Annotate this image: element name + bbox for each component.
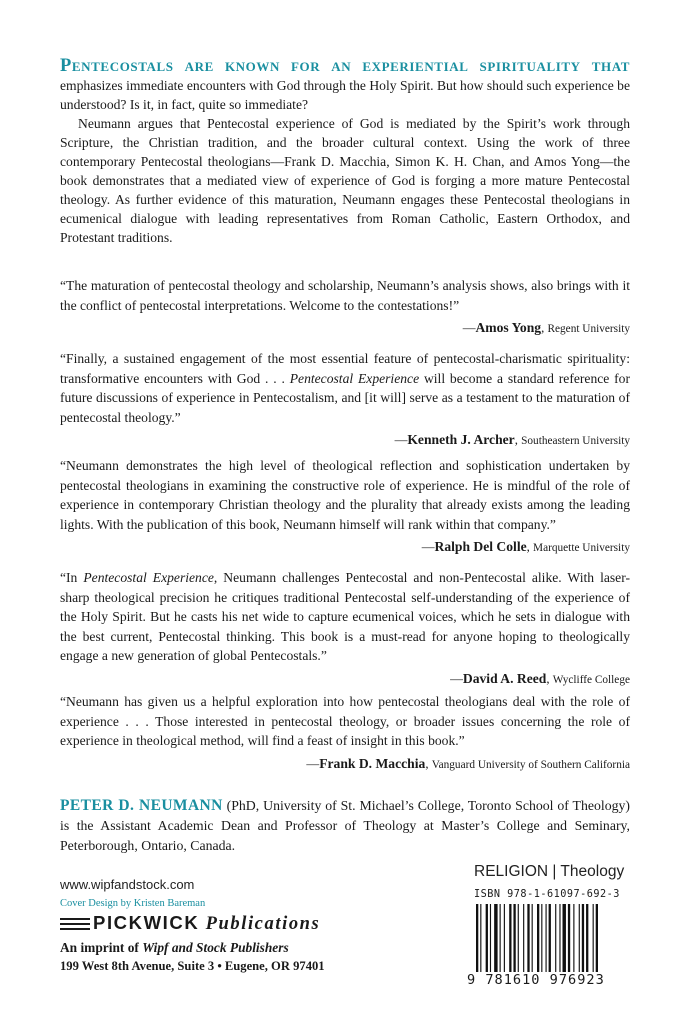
endorsement-quote: “Neumann has given us a helpful exploration into how pentecostal theologians deal with the role of experience . . . Those interested in pentecostal theology, or broader issues concerning the role of experience in theological method, will find a feast of insight in this book.” (60, 694, 630, 748)
imprint-publisher: Wipf and Stock Publishers (142, 940, 289, 955)
publisher-name (93, 912, 320, 935)
dash: — (421, 540, 435, 554)
endorser-name: Amos Yong (475, 320, 542, 335)
quote-part: “In (60, 570, 84, 585)
quote-part: , Neumann challenges Pentecostal and non-Pentecostal alike. With laser-sharp theological precision he critiques traditional Pentecostal self-understanding of the experience of the Holy Spirit. But he casts his net wide to capture ecumenical voices, which he sets in dialogue with the best current, Pentecostal thinking. This book is a must-read for anyone hoping to theologically engage a new generation of global Pentecostals.” (60, 570, 630, 663)
publisher-name-part: Publications (205, 914, 321, 934)
dash: — (450, 671, 463, 686)
endorser-affiliation: Southeastern University (521, 435, 630, 447)
endorsement-yong (60, 276, 630, 340)
description-text: emphasizes immediate encounters with God through the Holy Spirit. But how should such experience be understood? Is it, in fact, quite so immediate? (60, 78, 630, 112)
endorser-name: David A. Reed (462, 670, 547, 686)
endorsement-macchia (60, 692, 630, 775)
description-paragraph-2: Neumann argues that Pentecostal experience of God is mediated by the Spirit’s work through Scripture, the Christian tradition, and the broader cultural context. Using the work of three contemporary Pentecostal theologians—Frank D. Macchia, Simon K. H. Chan, and Amos Yong—the book demonstrates that a mediated view of experience of God is forging a more mature Pentecostal theology. As further evidence of this maturation, Neumann engages these Pentecostal theologians in ecumenical dialogue with leading representatives from Roman Catholic, Eastern Orthodox, and Protestant traditions. (60, 116, 630, 245)
author-bio (60, 796, 630, 856)
publisher-address: 199 West 8th Avenue, Suite 3 • Eugene, OR 97401 (60, 959, 325, 973)
endorsement-quote: “The maturation of pentecostal theology and scholarship, Neumann’s analysis shows, also brings with it the conflict of pentecostal interpretations. Welcome to the contestations!” (60, 278, 630, 313)
publisher-url[interactable]: www.wipfandstock.com (60, 877, 195, 892)
endorsement-attribution: —David A. Reed, Wycliffe College (450, 670, 630, 686)
author-name: PETER D. NEUMANN (60, 797, 223, 814)
endorsement-attribution: —Frank D. Macchia, Vanguard University of Southern California (306, 755, 630, 771)
endorser-name: Frank D. Macchia (319, 755, 426, 771)
category-label: RELIGION | Theology (474, 863, 625, 880)
book-title: Pentecostal Experience (83, 570, 214, 585)
publisher-imprint (60, 940, 289, 956)
endorser-affiliation: Vanguard University of Southern California (431, 758, 630, 771)
book-title: Pentecostal Experience (289, 370, 420, 386)
endorser-affiliation: Regent University (547, 323, 630, 335)
description-paragraph-1 (60, 57, 630, 114)
author-bio-text: (PhD, University of St. Michael’s College, Toronto School of Theology) is the Assistant Academic Dean and Professor of Theology at Master’s College and Seminary, Peterborough, Ontario, Canada. (60, 798, 630, 853)
endorsement-attribution: —Amos Yong, Regent University (462, 320, 630, 335)
endorser-affiliation: Marquette University (533, 542, 630, 554)
endorsement-attribution: —Ralph Del Colle, Marquette University (421, 539, 630, 554)
dash: — (462, 321, 476, 335)
publisher-logo (60, 912, 320, 935)
endorsement-archer (60, 349, 630, 452)
endorser-affiliation: Wycliffe College (552, 673, 630, 686)
endorsement-quote (60, 568, 630, 666)
endorsement-quote (60, 349, 630, 427)
imprint-text: An imprint of (60, 940, 143, 955)
isbn-digits: 9 781610 976923 (467, 972, 605, 988)
cover-design-credit: Cover Design by Kristen Bareman (60, 898, 206, 909)
endorser-name: Kenneth J. Archer (407, 432, 515, 447)
quote-part: will become a standard reference for future discussions of experience in Pentecostalism, and [it will] serve as a testament to the maturation of pentecostal theology.” (60, 370, 630, 425)
pickwick-logo-icon (60, 913, 90, 935)
dash: — (394, 433, 408, 447)
dash: — (306, 756, 320, 771)
description-lead: Pentecostals are known for an experiential spirituality that (60, 56, 630, 76)
endorser-name: Ralph Del Colle (434, 539, 527, 554)
endorsement-reed (60, 568, 630, 690)
endorsement-del-colle (60, 456, 630, 559)
publisher-name-part: PICKWICK (93, 912, 200, 933)
description (60, 57, 630, 247)
endorsement-quote: “Neumann demonstrates the high level of theological reflection and sophistication undertaken by pentecostal theologians in examining the constructive role of experience. He is mindful of the role of experience in contemporary Christian theology and the plurality that already exists among the leading lights. With the publication of this book, Neumann himself will rank within that company.” (60, 458, 630, 532)
endorsement-attribution: —Kenneth J. Archer, Southeastern University (394, 432, 630, 447)
quote-part: “Finally, a sustained engagement of the most essential feature of pentecostal-charismatic spirituality: transformative encounters with God . . . (60, 351, 630, 386)
isbn-label: ISBN 978-1-61097-692-3 (474, 889, 620, 900)
